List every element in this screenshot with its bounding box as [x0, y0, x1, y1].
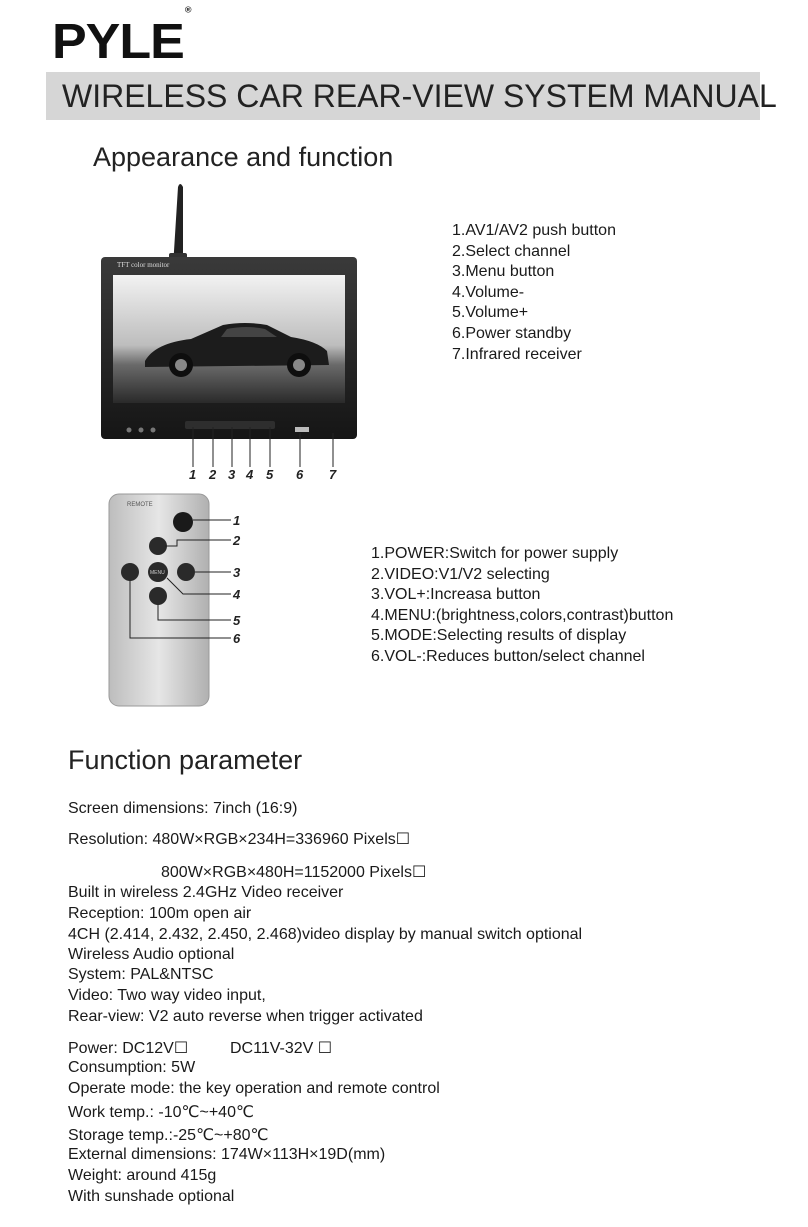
remote-label: REMOTE: [127, 502, 153, 508]
remote-callout-3: 3: [233, 565, 241, 580]
param-receiver: Built in wireless 2.4GHz Video receiver: [68, 884, 344, 901]
remote-center-label: MENU: [150, 570, 165, 576]
monitor-item-5: 5.Volume+: [452, 304, 529, 322]
param-video: Video: Two way video input,: [68, 987, 266, 1004]
remote-power-button: [173, 512, 193, 532]
param-rear-view: Rear-view: V2 auto reverse when trigger activated: [68, 1008, 423, 1025]
monitor-item-2: 2.Select channel: [452, 242, 571, 260]
monitor-item-4: 4.Volume-: [452, 283, 525, 301]
param-channels: 4CH (2.414, 2.432, 2.450, 2.468)video display by manual switch optional: [68, 926, 583, 943]
param-consumption: Consumption: 5W: [68, 1059, 196, 1076]
monitor-function-list: [452, 221, 616, 365]
remote-callout-6: 6: [233, 631, 241, 646]
remote-illustration: [105, 490, 265, 712]
monitor-callout-6: 6: [296, 467, 304, 482]
appearance-heading: Appearance and function: [93, 142, 394, 172]
remote-item-6: 6.VOL-:Reduces button/select channel: [371, 647, 645, 665]
param-resolution-1: Resolution: 480W×RGB×234H=336960 Pixels☐: [68, 831, 411, 848]
param-operate: Operate mode: the key operation and remote control: [68, 1080, 440, 1097]
brand-name: PYLE: [52, 14, 184, 70]
remote-item-5: 5.MODE:Selecting results of display: [371, 627, 627, 645]
remote-down-button: [149, 587, 167, 605]
monitor-callout-7: 7: [329, 467, 337, 482]
remote-item-4: 4.MENU:(brightness,colors,contrast)button: [371, 606, 674, 624]
remote-right-button: [177, 563, 195, 581]
remote-item-2: 2.VIDEO:V1/V2 selecting: [371, 565, 550, 583]
remote-function-list: [371, 544, 673, 668]
monitor-item-7: 7.Infrared receiver: [452, 345, 582, 363]
param-screen: Screen dimensions: 7inch (16:9): [68, 800, 298, 817]
param-power-1: Power: DC12V☐: [68, 1040, 189, 1057]
page-title: WIRELESS CAR REAR-VIEW SYSTEM MANUAL: [62, 78, 777, 114]
remote-callout-2: 2: [233, 533, 241, 548]
remote-up-button: [149, 537, 167, 555]
remote-callout-5: 5: [233, 613, 241, 628]
monitor-illustration: [95, 175, 365, 485]
param-weight: Weight: around 415g: [68, 1167, 217, 1184]
param-reception: Reception: 100m open air: [68, 905, 252, 922]
monitor-callout-1: 1: [189, 467, 197, 482]
function-heading: Function parameter: [68, 745, 303, 775]
remote-callout-1: 1: [233, 513, 241, 528]
remote-item-1: 1.POWER:Switch for power supply: [371, 545, 619, 562]
param-work-temp: Work temp.: -10℃~+40℃: [68, 1104, 254, 1121]
monitor-callout-2: 2: [209, 467, 217, 482]
param-resolution-2: 800W×RGB×480H=1152000 Pixels☐: [161, 864, 427, 881]
monitor-item-1: 1.AV1/AV2 push button: [452, 222, 616, 239]
title-bar: [46, 72, 777, 120]
brand-logo: [52, 4, 191, 70]
param-storage-temp: Storage temp.:-25℃~+80℃: [68, 1127, 269, 1144]
param-system: System: PAL&NTSC: [68, 966, 214, 983]
param-audio: Wireless Audio optional: [68, 946, 235, 963]
monitor-item-6: 6.Power standby: [452, 324, 572, 342]
remote-callout-4: 4: [233, 587, 241, 602]
param-power-2: DC11V-32V ☐: [230, 1040, 333, 1057]
param-sunshade: With sunshade optional: [68, 1188, 235, 1205]
remote-left-button: [121, 563, 139, 581]
remote-item-3: 3.VOL+:Increasa button: [371, 586, 541, 604]
monitor-label: TFT color monitor: [117, 261, 170, 269]
monitor-callout-5: 5: [266, 467, 274, 482]
brand-mark: ®: [184, 4, 191, 15]
monitor-callout-3: 3: [228, 467, 236, 482]
param-external-dims: External dimensions: 174W×113H×19D(mm): [68, 1146, 386, 1163]
monitor-item-3: 3.Menu button: [452, 263, 555, 281]
monitor-callout-4: 4: [246, 467, 254, 482]
